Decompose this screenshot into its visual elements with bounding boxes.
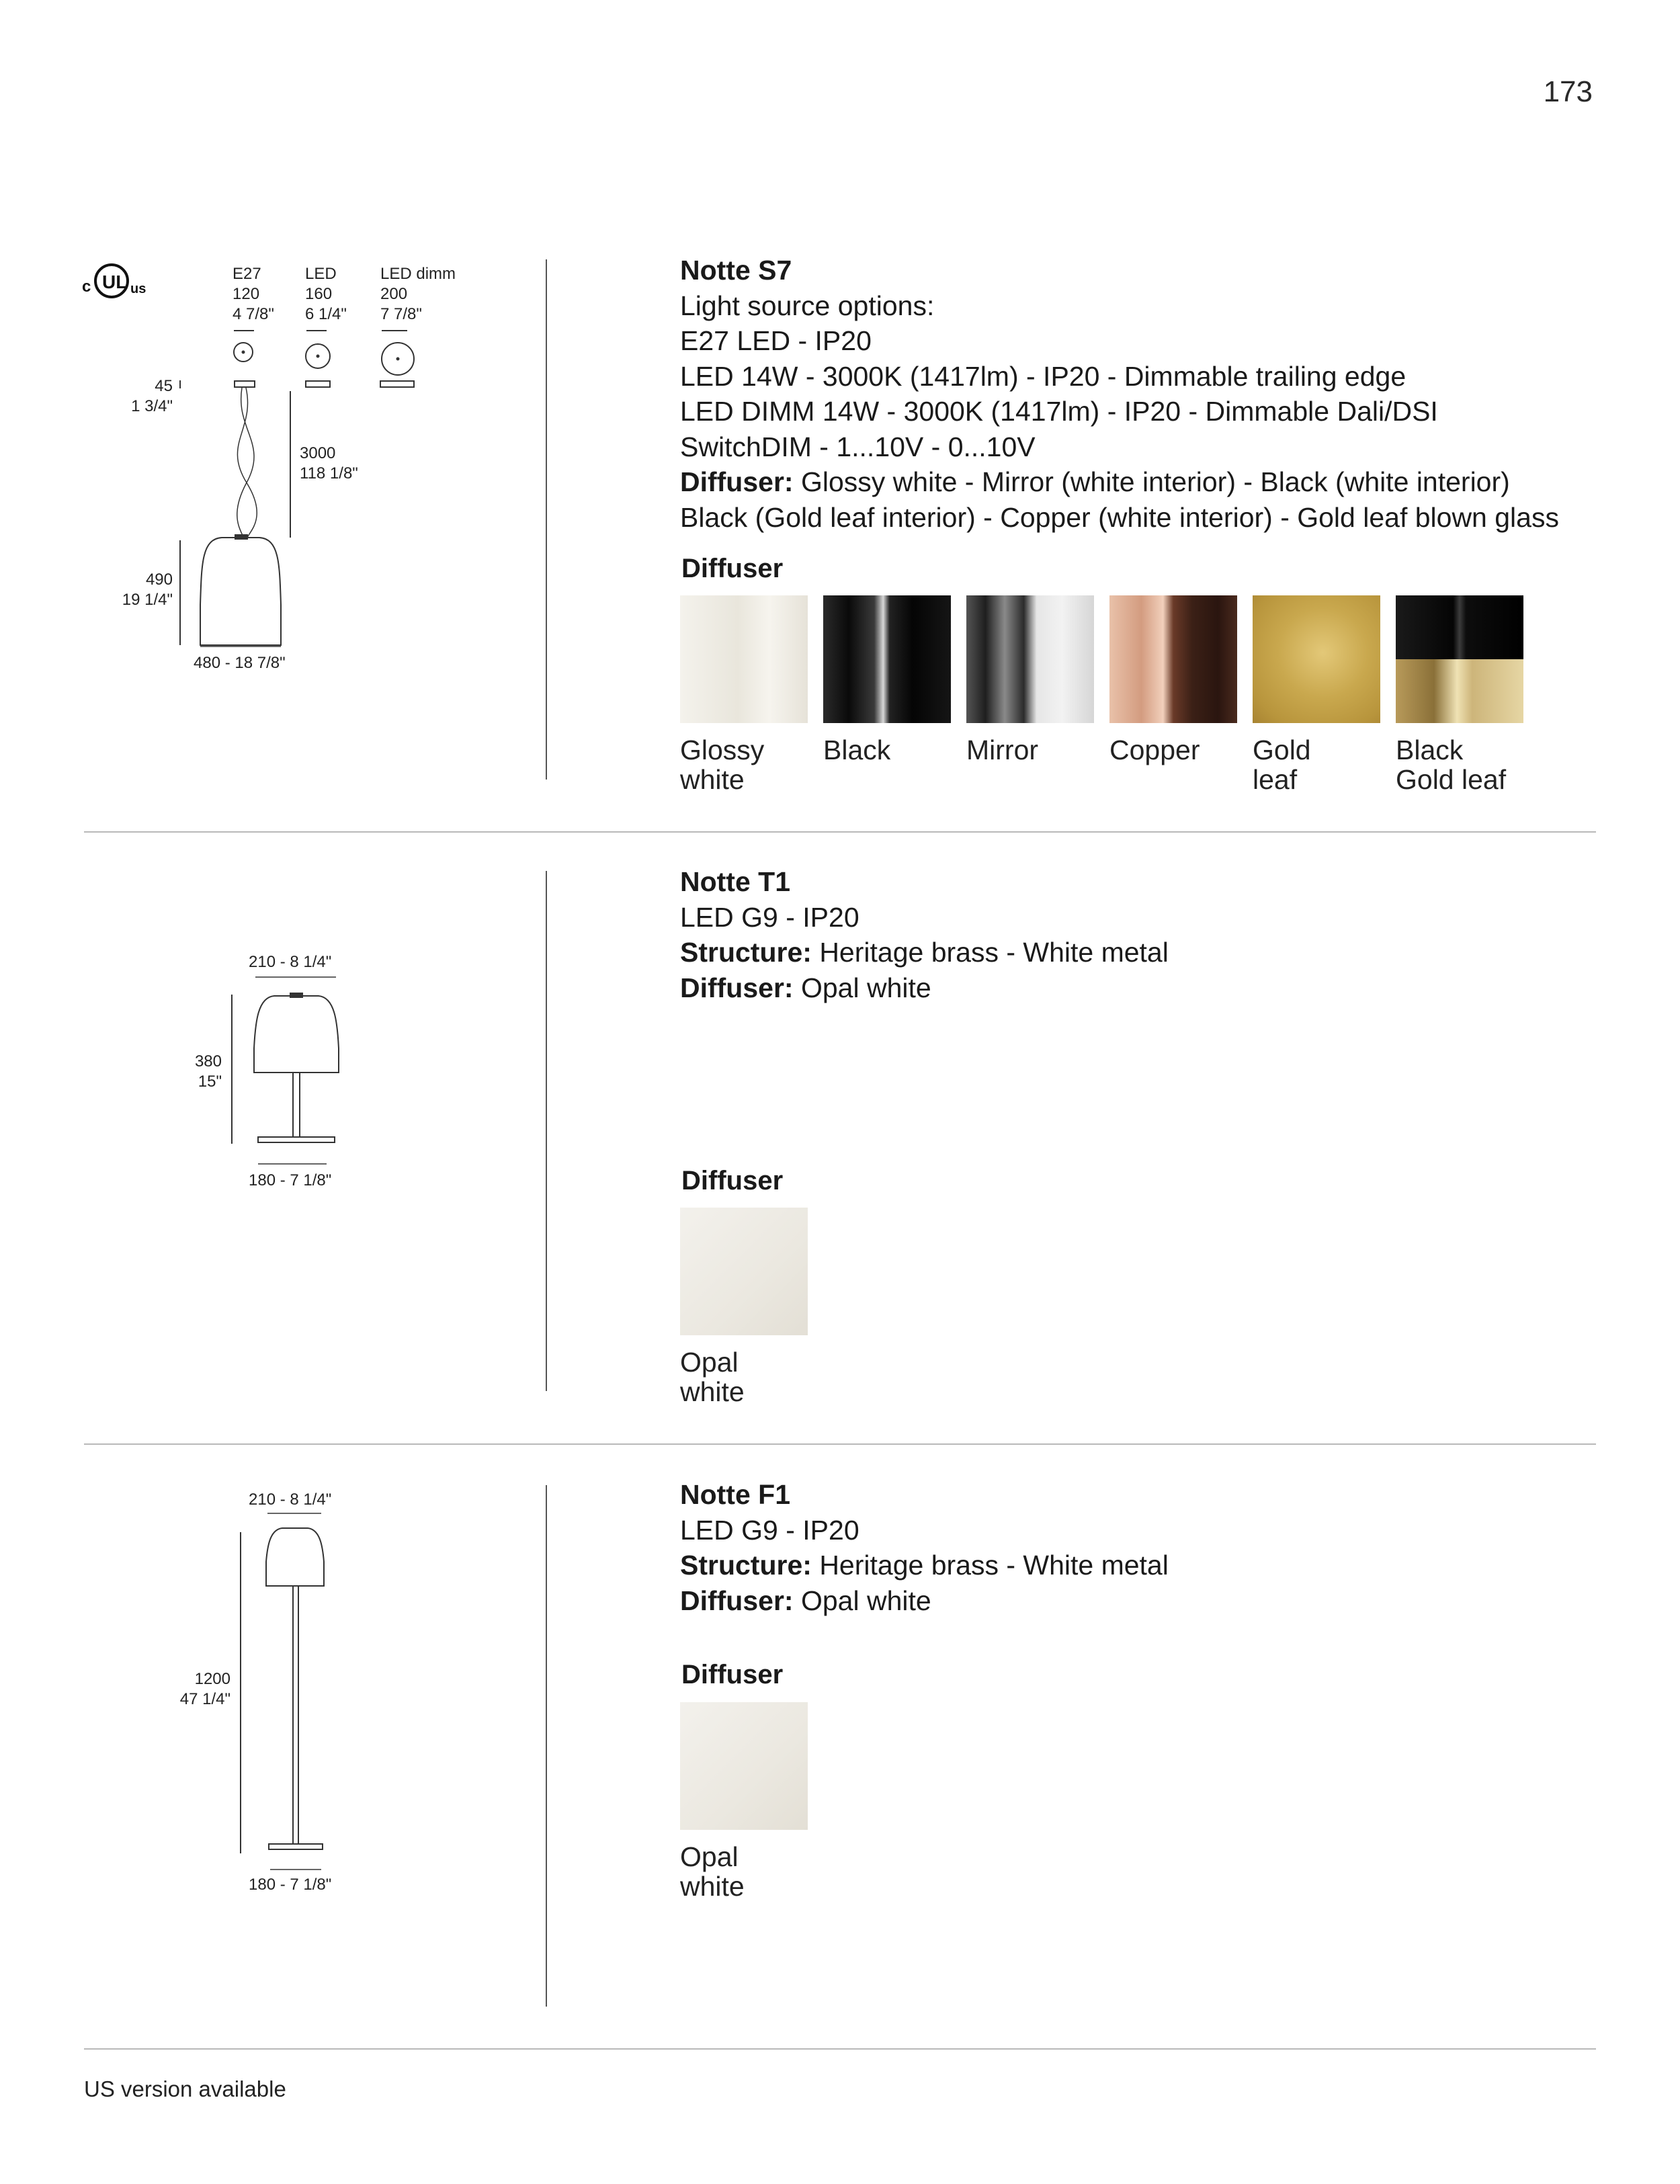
swatch-label: Black Gold leaf: [1396, 734, 1507, 795]
swatch-label: Opal white: [680, 1347, 745, 1407]
t1-swatch-row: [680, 1208, 823, 1406]
s7-col-led: LED 160 6 1/4": [305, 265, 347, 323]
swatch-opal-white[interactable]: [680, 1208, 823, 1406]
t1-diffuser-label: Diffuser:: [680, 972, 794, 1003]
swatch-image: [680, 1702, 808, 1830]
ul-c-letter: c: [82, 278, 91, 296]
s7-info: [680, 253, 1621, 535]
s7-diffuser-line-2: Black (Gold leaf interior) - Copper (white interior) - Gold leaf blown glass: [680, 501, 1559, 533]
s7-diffuser-heading: Diffuser: [681, 554, 784, 583]
f1-technical-drawing: [0, 1478, 546, 1895]
f1-diffuser-value: Opal white: [800, 1585, 931, 1616]
swatch-label: Opal white: [680, 1841, 745, 1902]
f1-divider-vertical: [546, 1485, 547, 2007]
t1-diffuser-heading: Diffuser: [681, 1166, 784, 1195]
t1-diffuser-value: Opal white: [800, 972, 931, 1003]
s7-product-name: Notte S7: [680, 255, 792, 286]
t1-line: LED G9 - IP20: [680, 901, 859, 933]
f1-line: LED G9 - IP20: [680, 1514, 859, 1546]
s7-diffuser-line: [680, 464, 1621, 500]
section-divider-1: [84, 831, 1596, 833]
t1-structure-line: [680, 935, 1621, 970]
f1-product-name: Notte F1: [680, 1479, 790, 1510]
swatch-black-gold-leaf[interactable]: [1396, 595, 1539, 794]
s7-width: 480 - 18 7/8": [194, 654, 286, 672]
swatch-image: [823, 595, 951, 723]
page-number: 173: [1543, 75, 1593, 108]
s7-diffuser-value: Glossy white - Mirror (white interior) - Black (white interior): [800, 466, 1510, 497]
t1-technical-drawing: [0, 833, 546, 1210]
swatch-image: [966, 595, 1094, 723]
s7-line-3: LED 14W - 3000K (1417lm) - IP20 - Dimmable trailing edge: [680, 360, 1406, 392]
swatch-image: [1109, 595, 1237, 723]
ul-us-letters: us: [130, 282, 146, 296]
swatch-image: [1396, 595, 1523, 723]
f1-structure-value: Heritage brass - White metal: [819, 1550, 1169, 1581]
s7-line-1: Light source options:: [680, 290, 935, 321]
t1-structure-label: Structure:: [680, 937, 812, 968]
swatch-glossy-white[interactable]: [680, 595, 823, 794]
swatch-label: Mirror: [966, 734, 1039, 765]
s7-diffuser-label: Diffuser:: [680, 466, 794, 497]
f1-swatch-row: [680, 1702, 823, 1901]
f1-base-width: 180 - 7 1/8": [249, 1876, 332, 1894]
f1-diffuser-heading: Diffuser: [681, 1660, 784, 1689]
t1-divider-vertical: [546, 871, 547, 1391]
f1-height: 1200 47 1/4": [179, 1670, 230, 1708]
swatch-label: Gold leaf: [1253, 734, 1311, 795]
ul-letters: UL: [102, 271, 128, 292]
t1-base-width: 180 - 7 1/8": [249, 1171, 332, 1189]
s7-col-e27: E27 120 4 7/8": [233, 265, 274, 323]
s7-line-5: SwitchDIM - 1...10V - 0...10V: [680, 431, 1036, 462]
f1-top-width: 210 - 8 1/4": [249, 1490, 332, 1509]
swatch-label: Copper: [1109, 734, 1200, 765]
s7-shade-height: 490 19 1/4": [122, 571, 173, 609]
swatch-gold-leaf[interactable]: [1253, 595, 1396, 794]
swatch-image: [1253, 595, 1380, 723]
swatch-image: [680, 595, 808, 723]
swatch-image: [680, 1208, 808, 1335]
f1-info: [680, 1477, 1621, 1618]
footer-note: US version available: [84, 2076, 286, 2101]
s7-cable-length: 3000 118 1/8": [300, 444, 358, 482]
s7-divider-vertical: [546, 259, 547, 780]
swatch-opal-white[interactable]: [680, 1702, 823, 1901]
s7-swatch-row: [680, 595, 1539, 794]
s7-canopy-height: 45 1 3/4": [131, 377, 173, 415]
s7-line-2: E27 LED - IP20: [680, 325, 872, 356]
swatch-black[interactable]: [823, 595, 966, 794]
t1-height: 380 15": [194, 1052, 222, 1091]
section-divider-3: [84, 2048, 1596, 2050]
t1-diffuser-line: [680, 970, 1621, 1006]
f1-diffuser-line: [680, 1583, 1621, 1619]
swatch-mirror[interactable]: [966, 595, 1109, 794]
swatch-label: Black: [823, 734, 891, 765]
s7-technical-drawing: [0, 0, 546, 806]
f1-structure-line: [680, 1548, 1621, 1583]
swatch-copper[interactable]: [1109, 595, 1253, 794]
t1-product-name: Notte T1: [680, 866, 790, 897]
f1-diffuser-label: Diffuser:: [680, 1585, 794, 1616]
t1-top-width: 210 - 8 1/4": [249, 953, 332, 971]
f1-structure-label: Structure:: [680, 1550, 812, 1581]
t1-info: [680, 864, 1621, 1005]
swatch-label: Glossy white: [680, 734, 765, 795]
t1-structure-value: Heritage brass - White metal: [819, 937, 1169, 968]
section-divider-2: [84, 1443, 1596, 1445]
s7-col-led-dimm: LED dimm 200 7 7/8": [380, 265, 456, 323]
s7-line-4: LED DIMM 14W - 3000K (1417lm) - IP20 - Dimmable Dali/DSI: [680, 396, 1438, 427]
